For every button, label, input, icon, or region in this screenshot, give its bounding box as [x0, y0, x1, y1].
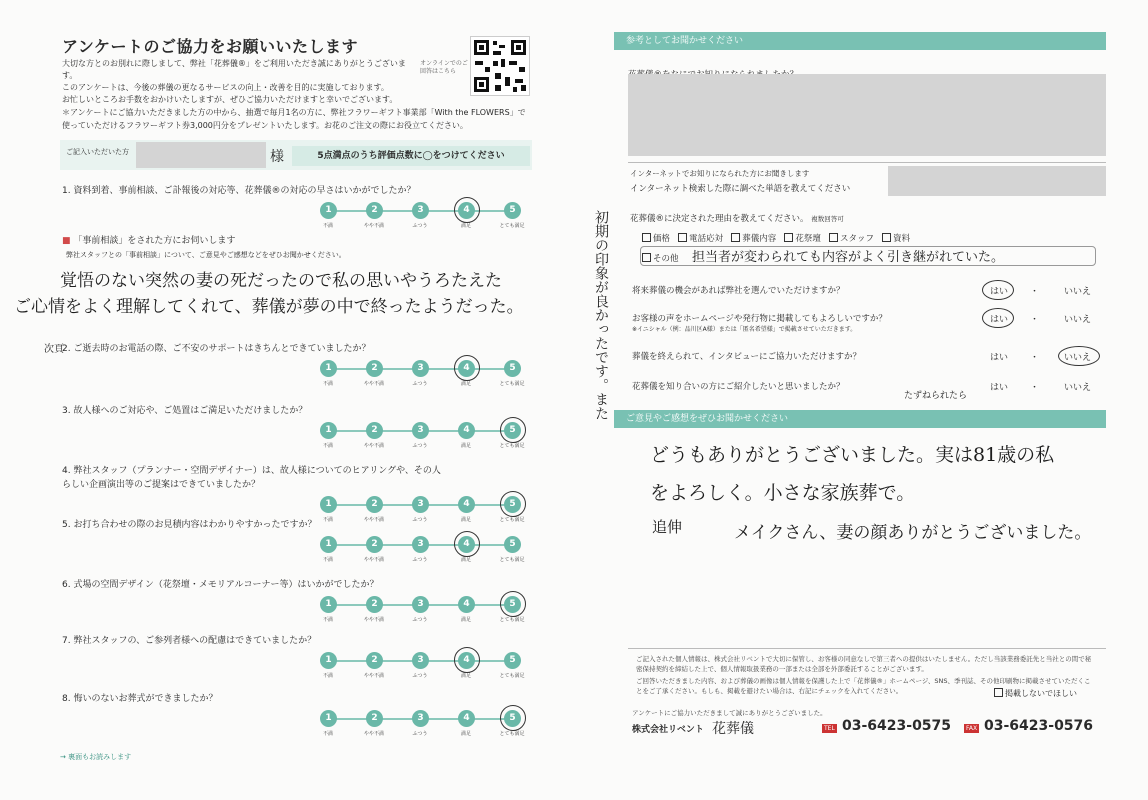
- selected-circle: [500, 417, 526, 443]
- yes-no-question-text: 将来葬儀の機会があれば弊社を選んでいただけますか？: [632, 286, 845, 296]
- rating-option-label: とても満足: [499, 617, 525, 623]
- intro-text: [62, 58, 412, 106]
- rating-scale: [320, 360, 530, 392]
- checkbox-icon: [994, 688, 1003, 697]
- rating-option[interactable]: 4: [458, 360, 475, 377]
- rating-option-label: ふつう: [412, 517, 428, 523]
- question-text: 7. 弊社スタッフの、ご参列者様への配慮はできていましたか？: [62, 636, 317, 646]
- selected-circle: [454, 355, 480, 381]
- name-label: ご記入いただいた方: [66, 148, 129, 156]
- rating-option-label: 満足: [460, 517, 471, 523]
- rating-option[interactable]: 5: [504, 496, 521, 513]
- intro-line: 大切な方とのお別れに際しまして、弊社「花葬儀®」をご利用いただき誠にありがとうございます。: [62, 59, 406, 80]
- reason-altar[interactable]: 花祭壇: [784, 234, 821, 244]
- privacy-note-2: ご回答いただきました内容、および葬儀の画像は個人情報を保護した上で「花葬儀®」ホームページ、SNS、季刊誌、その他印刷物に掲載させていただくことをご了承ください。もしも、掲載を避けたい場合は、右記にチェックを入れてください。: [636, 677, 1091, 695]
- rating-option[interactable]: 4: [458, 496, 475, 513]
- comment-postscript: 追伸: [652, 518, 683, 536]
- rating-option-label: 不満: [322, 617, 333, 623]
- internet-question-2: インターネット検索した際に調べた単語を教えてください: [630, 184, 851, 194]
- company-name: 株式会社リベント: [632, 725, 704, 735]
- rating-option[interactable]: 1: [320, 422, 337, 439]
- rating-option[interactable]: 4: [458, 596, 475, 613]
- other-handwritten: 担当者が変わられても内容がよく引き継がれていた。: [692, 250, 1005, 265]
- rating-option[interactable]: 2: [366, 596, 383, 613]
- fax-icon: FAX: [966, 725, 978, 732]
- selected-circle: [500, 705, 526, 731]
- rating-option[interactable]: 4: [458, 710, 475, 727]
- side-handwritten-note: 初期の印象が良かったです。また: [593, 210, 609, 420]
- yes-option[interactable]: はい: [990, 315, 1009, 325]
- section-reference-header: 参考としてお聞かせください: [614, 32, 1106, 50]
- rating-option-label: ふつう: [412, 617, 428, 623]
- no-option[interactable]: いいえ: [1064, 287, 1092, 297]
- rating-option-label: ふつう: [412, 443, 428, 449]
- reason-other[interactable]: その他: [642, 252, 679, 264]
- rating-option[interactable]: 1: [320, 652, 337, 669]
- rating-option-label: ふつう: [412, 673, 428, 679]
- handwritten-line-1: 覚悟のない突然の妻の死だったので私の思いやうろたえた: [60, 271, 502, 291]
- rating-option-label: やや不満: [363, 617, 384, 623]
- rating-option[interactable]: 1: [320, 710, 337, 727]
- rating-option-label: ふつう: [412, 381, 428, 387]
- rating-option-label: 不満: [322, 223, 333, 229]
- rating-option[interactable]: 3: [412, 710, 429, 727]
- selected-ellipse: [1058, 346, 1100, 366]
- rating-option-label: とても満足: [499, 731, 525, 737]
- divider: [628, 648, 1106, 649]
- rating-option-label: とても満足: [499, 517, 525, 523]
- lottery-notice: ＊アンケートにご協力いただきました方の中から、抽選で毎月1名の方に、弊社フラワーギフト事業部「With the FLOWERS」で使っていただけるフラワーギフト券3,000円分をプレゼントいたします。お花のご注文の際にお役立てください。: [62, 108, 526, 130]
- rating-option-label: 不満: [322, 673, 333, 679]
- rating-option[interactable]: 2: [366, 422, 383, 439]
- rating-option-label: とても満足: [499, 443, 525, 449]
- rating-option-label: 不満: [322, 731, 333, 737]
- reason-documents[interactable]: 資料: [882, 234, 910, 244]
- question-text: 8. 悔いのないお葬式ができましたか？: [62, 694, 218, 704]
- rating-option[interactable]: 3: [412, 360, 429, 377]
- tazune-handwritten: たずねられたら: [904, 391, 968, 401]
- reason-content[interactable]: 葬儀内容: [731, 234, 776, 244]
- rating-option-label: ふつう: [412, 557, 428, 563]
- rating-option-label: とても満足: [499, 673, 525, 679]
- question-text: 3. 故人様へのご対応や、ご処置はご満足いただけましたか？: [62, 406, 308, 416]
- internet-question-1: インターネットでお知りになられた方にお聞きします: [630, 169, 810, 178]
- rating-option[interactable]: 2: [366, 360, 383, 377]
- reason-staff[interactable]: スタッフ: [829, 234, 874, 244]
- pre-consult-heading: [62, 233, 235, 246]
- rating-option[interactable]: 1: [320, 202, 337, 219]
- selected-circle: [500, 491, 526, 517]
- rating-option-label: ふつう: [412, 223, 428, 229]
- rating-option[interactable]: 4: [458, 422, 475, 439]
- rating-scale: [320, 596, 530, 628]
- survey-title: アンケートのご協力をお願いいたします: [62, 37, 359, 56]
- handwritten-line-2: ご心情をよく理解してくれて、葬儀が夢の中で終ったようだった。: [14, 297, 524, 317]
- rating-option[interactable]: 2: [366, 652, 383, 669]
- question-text: 1. 資料到着、事前相談、ご訃報後の対応等、花葬儀®の対応の早さはいかがでしたか？: [62, 186, 416, 196]
- rating-option[interactable]: 3: [412, 202, 429, 219]
- qr-code[interactable]: [470, 36, 530, 96]
- separator-dot: ・: [1030, 315, 1040, 325]
- selected-circle: [454, 531, 480, 557]
- rating-option[interactable]: 5: [504, 536, 521, 553]
- yes-option[interactable]: はい: [990, 287, 1009, 297]
- separator-dot: ・: [1030, 287, 1040, 297]
- no-option[interactable]: いいえ: [1064, 315, 1092, 325]
- rating-option[interactable]: 5: [504, 710, 521, 727]
- reason-question-text: 花葬儀®に決定された理由を教えてください。: [630, 214, 809, 224]
- question-text: 6. 式場の空間デザイン（花祭壇・メモリアルコーナー等）はいかがでしたか？: [62, 580, 379, 590]
- rating-option-label: 満足: [460, 731, 471, 737]
- checkbox-icon: [882, 233, 891, 242]
- rating-option[interactable]: 4: [458, 536, 475, 553]
- multi-answer-label: 複数回答可: [811, 215, 844, 223]
- rating-option[interactable]: 4: [458, 652, 475, 669]
- rating-option[interactable]: 1: [320, 536, 337, 553]
- rating-option[interactable]: 5: [504, 652, 521, 669]
- thanks-note: アンケートにご協力いただきまして誠にありがとうございました。: [632, 709, 827, 717]
- rating-option-label: 不満: [322, 517, 333, 523]
- rating-option[interactable]: 1: [320, 596, 337, 613]
- selected-circle: [454, 197, 480, 223]
- selected-circle: [454, 647, 480, 673]
- comment-line-2: をよろしく。小さな家族葬で。: [650, 482, 916, 504]
- rating-option-label: 満足: [460, 673, 471, 679]
- rating-option[interactable]: 3: [412, 422, 429, 439]
- rating-option[interactable]: 5: [504, 360, 521, 377]
- rating-option-label: とても満足: [499, 223, 525, 229]
- rating-scale: [320, 710, 530, 742]
- no-publish-option[interactable]: 掲載しないでほしい: [994, 688, 1077, 699]
- rating-instruction: 5点満点のうち評価点数に◯をつけてください: [292, 146, 530, 166]
- rating-option-label: やや不満: [363, 673, 384, 679]
- yes-no-question-text: お客様の声をホームページや発行物に掲載してもよろしいですか？: [632, 314, 887, 324]
- rating-option[interactable]: 5: [504, 422, 521, 439]
- question-text: 2. ご逝去時のお電話の際、ご不安のサポートはきちんとできていましたか？: [62, 344, 371, 354]
- handwritten-page-note: 次頁: [44, 344, 64, 355]
- yes-no-question-text: 葬儀を終えられて、インタビューにご協力いただけますか？: [632, 352, 861, 362]
- brand-logo: 花葬儀: [712, 721, 754, 737]
- selected-circle: [500, 591, 526, 617]
- rating-scale: [320, 202, 530, 234]
- phone-number[interactable]: 03-6423-0575: [842, 718, 952, 734]
- privacy-note-1: ご記入された個人情報は、株式会社リベントで大切に保管し、お客様の同意なしで第三者への提供はいたしません。ただし当該業務委託先と当社との間で秘密保持契約を締結した上で、個人情報取扱業務の一部または全部を外部委託することがございます。: [636, 655, 1092, 673]
- rating-option-label: やや不満: [363, 517, 384, 523]
- rating-scale: [320, 422, 530, 454]
- yes-option[interactable]: はい: [990, 383, 1009, 393]
- rating-scale: [320, 652, 530, 684]
- rating-option[interactable]: 2: [366, 710, 383, 727]
- red-square-icon: ■: [62, 236, 71, 246]
- checked-icon: [678, 233, 687, 242]
- checkbox-icon: [731, 233, 740, 242]
- rating-option-label: 不満: [322, 557, 333, 563]
- rating-option-label: やや不満: [363, 223, 384, 229]
- pre-consult-heading-text: 「事前相談」をされた方にお伺いします: [73, 236, 236, 246]
- rating-option-label: 満足: [460, 557, 471, 563]
- comment-line-3: メイクさん、妻の顔ありがとうございました。: [734, 523, 1092, 543]
- rating-option[interactable]: 5: [504, 202, 521, 219]
- intro-line: お忙しいところお手数をおかけいたしますが、ぜひご協力いただけますと幸いでございます。: [62, 95, 398, 104]
- rating-option[interactable]: 2: [366, 496, 383, 513]
- selected-ellipse: [982, 280, 1014, 300]
- reason-options: [642, 232, 910, 244]
- back-page-note: → 裏面もお読みします: [60, 753, 132, 761]
- rating-option-label: 満足: [460, 443, 471, 449]
- checked-icon: [642, 233, 651, 242]
- sama-label: 様: [270, 149, 284, 165]
- rating-option-label: 不満: [322, 381, 333, 387]
- no-option[interactable]: いいえ: [1064, 353, 1092, 363]
- rating-option-label: やや不満: [363, 557, 384, 563]
- rating-option-label: 満足: [460, 617, 471, 623]
- reason-price[interactable]: 価格: [642, 234, 670, 244]
- rating-option[interactable]: 3: [412, 596, 429, 613]
- checked-icon: [784, 233, 793, 242]
- rating-option-label: 満足: [460, 381, 471, 387]
- yes-no-question-text: 花葬儀を知り合いの方にご紹介したいと思いましたか？: [632, 382, 845, 392]
- rating-option[interactable]: 2: [366, 202, 383, 219]
- reason-question: [630, 212, 844, 224]
- rating-option[interactable]: 4: [458, 202, 475, 219]
- section-comments-header: ご意見やご感想をぜひお聞かせください: [614, 410, 1106, 428]
- tel-icon: TEL: [824, 725, 835, 732]
- online-note: オンラインでのご回答はこちら: [420, 60, 468, 75]
- rating-option[interactable]: 3: [412, 652, 429, 669]
- separator-dot: ・: [1030, 383, 1040, 393]
- rating-option-label: とても満足: [499, 557, 525, 563]
- how-know-answer[interactable]: [628, 74, 1106, 156]
- comment-line-1: どうもありがとうございました。実は81歳の私: [650, 444, 1055, 466]
- rating-option[interactable]: 2: [366, 536, 383, 553]
- rating-option[interactable]: 3: [412, 536, 429, 553]
- reason-phone[interactable]: 電話応対: [678, 234, 723, 244]
- rating-option-label: とても満足: [499, 381, 525, 387]
- search-words-answer[interactable]: [888, 166, 1106, 196]
- separator-dot: ・: [1030, 353, 1040, 363]
- rating-option-label: 不満: [322, 443, 333, 449]
- rating-option-label: やや不満: [363, 381, 384, 387]
- no-option[interactable]: いいえ: [1064, 383, 1092, 393]
- question-text: 5. お打ち合わせの際のお見積内容はわかりやすかったですか？: [62, 520, 317, 530]
- rating-option[interactable]: 1: [320, 496, 337, 513]
- selected-ellipse: [982, 308, 1014, 328]
- intro-line: このアンケートは、今後の葬儀の更なるサービスの向上・改善を目的に実施しております。: [62, 83, 389, 92]
- rating-option-label: 満足: [460, 223, 471, 229]
- rating-scale: [320, 536, 530, 568]
- checked-icon: [829, 233, 838, 242]
- divider: [628, 162, 1106, 163]
- rating-option[interactable]: 3: [412, 496, 429, 513]
- pre-consult-sub: 弊社スタッフとの「事前相談」について、ご意見やご感想などをぜひお聞かせください。: [66, 251, 346, 259]
- rating-option-label: やや不満: [363, 731, 384, 737]
- name-field[interactable]: [136, 142, 266, 168]
- rating-option-label: ふつう: [412, 731, 428, 737]
- rating-option[interactable]: 1: [320, 360, 337, 377]
- initial-note: ※イニシャル（例：品川区A様）または「匿名希望様」で掲載させていただきます。: [632, 326, 857, 333]
- question-text: 4. 弊社スタッフ（プランナー・空間デザイナー）は、故人様についてのヒアリングや、その人らしい企画演出等のご提案はできていましたか？: [62, 466, 441, 490]
- yes-option[interactable]: はい: [990, 353, 1009, 363]
- rating-option-label: やや不満: [363, 443, 384, 449]
- rating-option[interactable]: 5: [504, 596, 521, 613]
- fax-number: 03-6423-0576: [984, 718, 1094, 734]
